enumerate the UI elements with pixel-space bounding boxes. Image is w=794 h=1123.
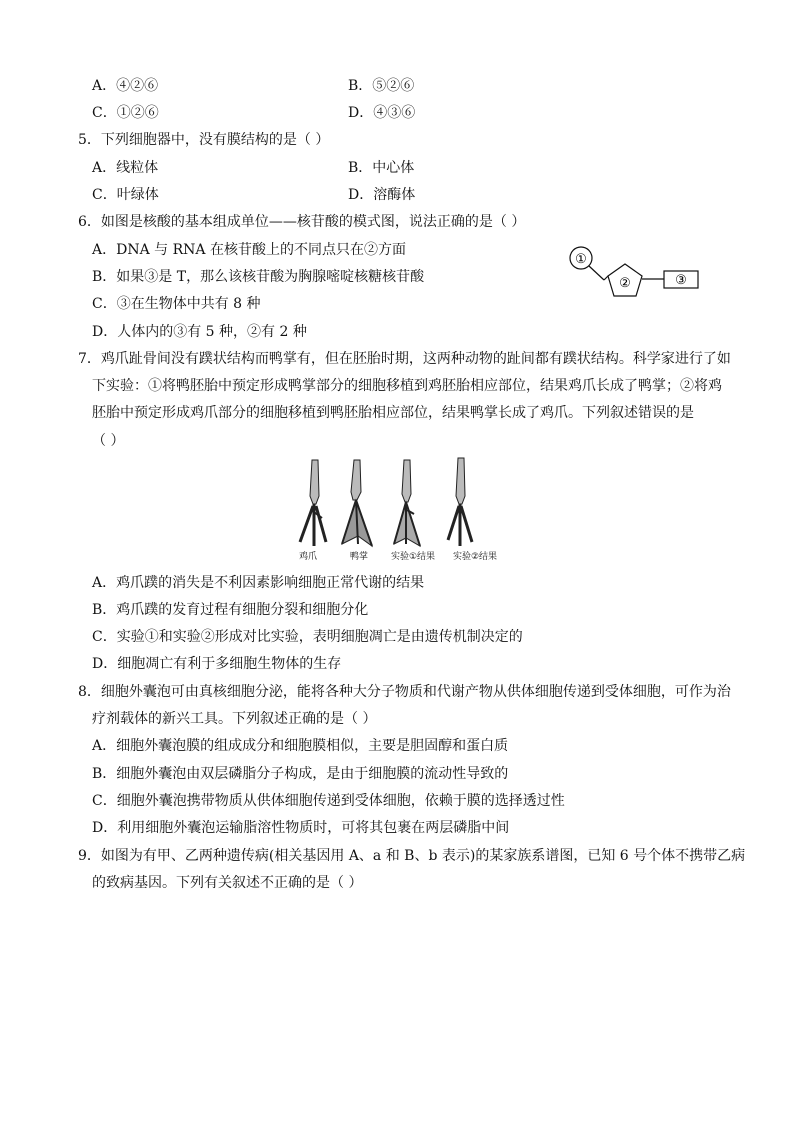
q8-option-b: B．细胞外囊泡由双层磷脂分子构成，是由于细胞膜的流动性导致的: [92, 766, 509, 782]
q5-option-c: C．叶绿体: [92, 187, 159, 203]
q8-stem-line-2: 疗剂载体的新兴工具。下列叙述正确的是（ ）: [92, 711, 377, 727]
experiment-1-foot-drawing: [394, 460, 420, 546]
nucleotide-diagram: [562, 242, 707, 302]
q7-option-c: C．实验①和实验②形成对比实验，表明细胞凋亡是由遗传机制决定的: [92, 629, 523, 645]
q7-option-b: B．鸡爪蹼的发育过程有细胞分裂和细胞分化: [92, 602, 369, 618]
q7-option-d: D．细胞凋亡有利于多细胞生物体的生存: [92, 656, 342, 672]
q7-stem-line-4: （ ）: [92, 433, 125, 449]
chicken-foot-drawing: [300, 460, 326, 546]
bird-feet-illustration: [292, 456, 507, 566]
caption-duck-foot: 鸭掌: [349, 552, 369, 562]
q6-option-b: B．如果③是 T，那么该核苷酸为胸腺嘧啶核糖核苷酸: [92, 269, 425, 285]
q7-stem-line-1: 7．鸡爪趾骨间没有蹼状结构而鸭掌有，但在胚胎时期，这两种动物的趾间都有蹼状结构。科学家进行了如: [78, 351, 731, 367]
bond-line-left: [589, 266, 604, 280]
q5-option-a: A．线粒体: [92, 160, 159, 176]
duck-foot-drawing: [342, 460, 372, 546]
q4-option-a: A．④②⑥: [92, 78, 159, 94]
q5-option-d: D．溶酶体: [348, 187, 416, 203]
q8-stem-line-1: 8．细胞外囊泡可由真核细胞分泌，能将各种大分子物质和代谢产物从供体细胞传递到受体细胞，可作为治: [78, 684, 731, 700]
q5-option-b: B．中心体: [348, 160, 415, 176]
q8-option-d: D．利用细胞外囊泡运输脂溶性物质时，可将其包裹在两层磷脂中间: [92, 820, 510, 836]
caption-experiment-2: 实验②结果: [452, 552, 498, 562]
caption-experiment-1: 实验①结果: [390, 552, 436, 562]
q6-option-a: A．DNA 与 RNA 在核苷酸上的不同点只在②方面: [92, 242, 406, 258]
q9-stem-line-1: 9．如图为有甲、乙两种遗传病(相关基因用 A、a 和 B、b 表示)的某家族系谱图，已知 6 号个体不携带乙病: [78, 848, 746, 864]
q4-option-d: D．④③⑥: [348, 105, 416, 121]
q6-option-c: C．③在生物体中共有 8 种: [92, 296, 261, 312]
q8-option-c: C．细胞外囊泡携带物质从供体细胞传递到受体细胞，依赖于膜的选择透过性: [92, 793, 565, 809]
q7-stem-line-2: 下实验：①将鸭胚胎中预定形成鸭掌部分的细胞移植到鸡胚胎相应部位，结果鸡爪长成了鸭掌；②将鸡: [92, 378, 722, 394]
bond-line-join: [604, 276, 608, 280]
caption-chicken-foot: 鸡爪: [298, 552, 318, 562]
q4-option-c: C．①②⑥: [92, 105, 159, 121]
label-2: ②: [619, 276, 631, 291]
q9-stem-line-2: 的致病基因。下列有关叙述不正确的是（ ）: [92, 875, 363, 891]
q7-option-a: A．鸡爪蹼的消失是不利因素影响细胞正常代谢的结果: [92, 575, 425, 591]
label-1: ①: [575, 252, 587, 267]
q5-stem: 5．下列细胞器中，没有膜结构的是（ ）: [78, 132, 330, 148]
label-3: ③: [675, 273, 687, 288]
q6-option-d: D．人体内的③有 5 种，②有 2 种: [92, 324, 307, 340]
experiment-2-foot-drawing: [448, 458, 472, 546]
q8-option-a: A．细胞外囊泡膜的组成成分和细胞膜相似，主要是胆固醇和蛋白质: [92, 738, 509, 754]
q7-stem-line-3: 胚胎中预定形成鸡爪部分的细胞移植到鸭胚胎相应部位，结果鸭掌长成了鸡爪。下列叙述错误的是: [92, 405, 694, 421]
q4-option-b: B．⑤②⑥: [348, 78, 415, 94]
q6-stem: 6．如图是核酸的基本组成单位——核苷酸的模式图，说法正确的是（ ）: [78, 214, 526, 230]
